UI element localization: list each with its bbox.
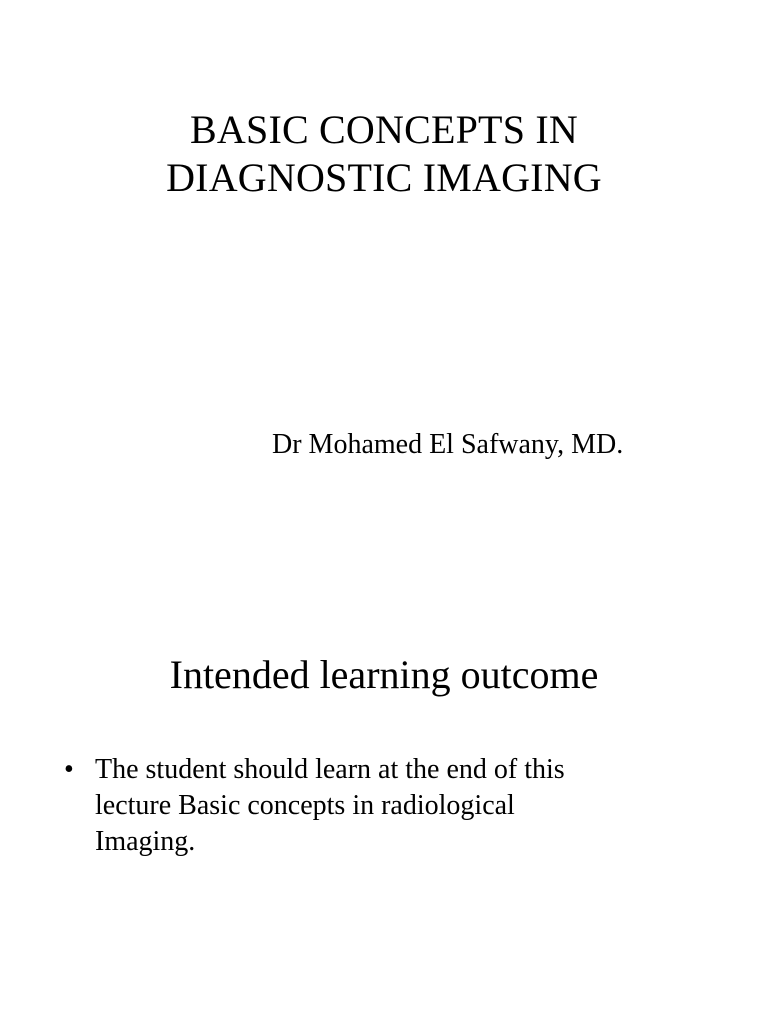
slide-1-title-line-1: BASIC CONCEPTS IN xyxy=(190,107,578,152)
learning-outcome-item xyxy=(64,752,724,860)
slide-1-title xyxy=(0,106,768,202)
learning-outcome-line-2: lecture Basic concepts in radiological xyxy=(95,790,515,821)
slide-1-title-line-2: DIAGNOSTIC IMAGING xyxy=(166,155,602,200)
slide-2-title: Intended learning outcome xyxy=(169,652,599,697)
learning-outcome-list xyxy=(64,752,724,860)
learning-outcome-text xyxy=(95,752,724,860)
author-name: Dr Mohamed El Safwany, MD. xyxy=(272,429,624,460)
bullet-icon: • xyxy=(64,754,74,785)
learning-outcome-line-3: Imaging. xyxy=(95,826,196,857)
learning-outcome-line-1: The student should learn at the end of this xyxy=(95,754,565,785)
